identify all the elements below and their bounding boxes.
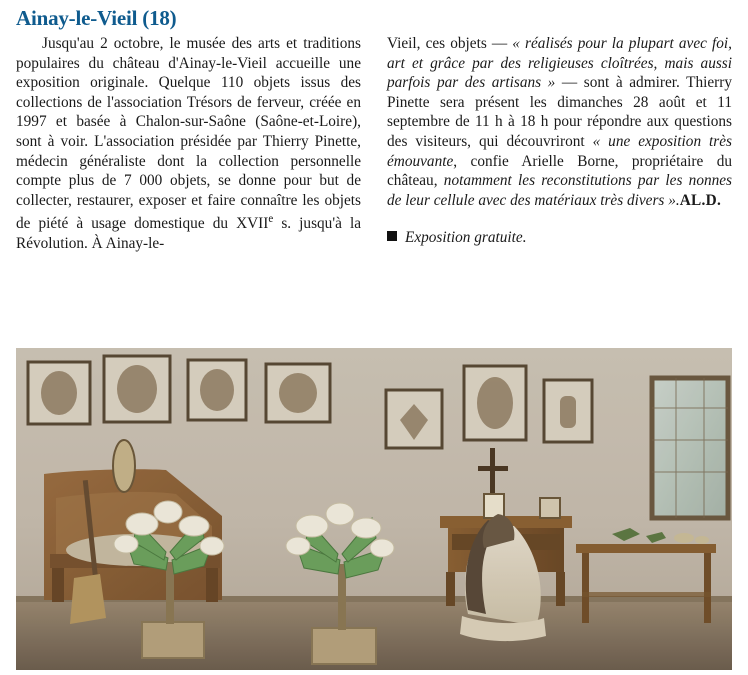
paragraph-right [387, 34, 732, 210]
paragraph-left-text-end: s. jusqu'à la Révolution. À Ainay-le- [16, 215, 361, 253]
column-left [16, 34, 361, 254]
page-title: Ainay-le-Vieil (18) [16, 6, 177, 30]
quote-third: notamment les reconstitutions par les nonnes de leur cellule avec des matériaux très divers ». [387, 172, 733, 209]
paragraph-right-lead: Vieil, ces objets — [387, 35, 513, 52]
paragraph-right-middle: — sont à admirer. Thierry Pinette sera présent les dimanches 28 août et 11 septembre de 11 h à 18 h pour répondre aux questions des visiteurs, qui découvriront [387, 74, 732, 150]
paragraph-left [16, 34, 361, 254]
museum-room-photograph [16, 348, 732, 670]
century-superscript: e [268, 213, 274, 226]
column-right [387, 34, 732, 254]
author-signature: AL.D. [679, 191, 722, 209]
photo-illustration [16, 348, 732, 670]
quote-first: « réalisés pour la plupart avec foi, art et grâce par des religieuses cloîtrées, mais aussi parfois par des artisans » [387, 35, 732, 92]
article-columns [16, 34, 732, 254]
quote-second: « une exposition très émouvante [387, 132, 732, 170]
footer-note-text: Exposition gratuite. [405, 229, 527, 247]
footer-note [387, 228, 732, 248]
paragraph-left-text: Jusqu'au 2 octobre, le musée des arts et traditions populaires du château d'Ainay-le-Vieil accueille une exposition originale. Quelque 110 objets issus des collections de l'association Trésors de ferveur, créée en 1997 et basée à Chalon-sur-Saône (Saône-et-Loire), sont à voir. L'association présidée par Thierry Pinette, médecin généraliste dont la collection personnelle compte plus de 7 000 objets, se donne pour but de collecter, restaurer, exposer et faire connaître les objets de piété à usage domestique du XVII [16, 35, 361, 233]
black-square-bullet-icon [387, 231, 397, 241]
quote-attribution: , confie Arielle Borne, propriétaire du château, [387, 152, 732, 190]
